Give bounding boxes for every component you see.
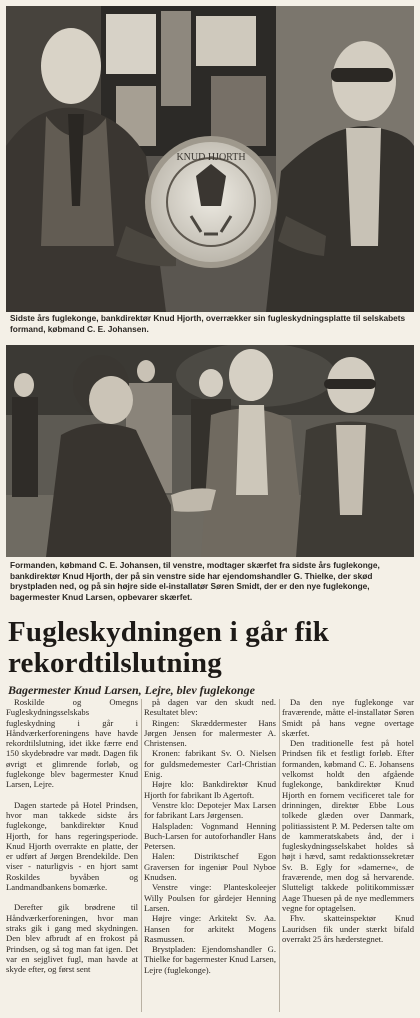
col2-paragraph: på dagen var den skudt ned. Resultatet blev: — [144, 697, 276, 718]
col2-paragraph: Højre vinge: Arkitekt Sv. Aa. Hansen for arkitekt Mogens Rasmussen. — [144, 913, 276, 944]
col2-paragraph: Halspladen: Vognmand Henning Buch-Larsen for autoforhandler Hans Petersen. — [144, 820, 276, 852]
photo-plate-handover-image — [6, 6, 414, 312]
col2-paragraph: Kronen: fabrikant Sv. O. Nielsen for guldsmedemester Carl-Christian Enig. — [144, 748, 276, 780]
article-subhead: Bagermester Knud Larsen, Lejre, blev fuglekonge — [8, 683, 255, 697]
col3-paragraph: Da den nye fuglekonge var fraværende, måtte el-installatør Søren Smidt på hans vegne overtage skærfet. — [282, 697, 414, 738]
article-headline: Fugleskydningen i går fik rekordtilslutning — [8, 616, 330, 679]
photo-sash-handover — [6, 345, 414, 557]
col1-paragraph: Dagen startede på Hotel Prindsen, hvor man takkede sidste års fuglekonge, bankdirektør Knud Hjorth, for hans regeringsperiode. Knud Hjorth overrakte en platte, der er udført af Jørgen Brendekilde. Den viser - naturligvis - en hjort samt Roskildes byvåben og Landmandbankens bomærke. — [6, 799, 138, 893]
col1-paragraph: Roskilde og Omegns Fugleskydningsselskabs fugleskydning i går i Håndværkerforeningens have havde rekordtilslutning, idet ikke færre end 150 skydebrødre var mødt. Dagen fik øvrigt et glimrende forløb, og fuglekonge blev bagermester Knud Larsen, Lejre. — [6, 697, 138, 790]
col2-paragraph: Ringen: Skræddermester Hans Jørgen Jensen for malermester A. Christensen. — [144, 717, 276, 749]
col2-paragraph: Venstre vinge: Planteskoleejer Willy Poulsen for gårdejer Henning Larsen. — [144, 882, 276, 913]
photo-sash-handover-image — [6, 345, 414, 557]
col1-paragraph: Derefter gik brødrene til Håndværkerforeningen, hvor man straks gik i gang med skydningen. Den blev afbrudt af en frokost på Prindsen, og så tog man fat igen. Det var en sejglivet fugl, man havde at skyde efter, og først sent — [6, 902, 138, 975]
article-column-3 — [282, 697, 414, 944]
column-divider — [141, 699, 142, 1012]
photo-plate-handover — [6, 6, 414, 312]
col2-paragraph: Venstre klo: Depotejer Max Larsen for fabrikant Lars Jørgensen. — [144, 799, 276, 821]
column-divider — [279, 699, 280, 1012]
article-column-1 — [6, 697, 138, 974]
photo1-caption: Sidste års fuglekonge, bankdirektør Knud Hjorth, overrækker sin fugleskydningsplatte til selskabets formand, købmand C. E. Johansen. — [10, 313, 406, 334]
col3-paragraph: Den traditionelle fest på hotel Prindsen fik et festligt forløb. Efter formanden, købmand C. E. Johansens velkomst holdt den afgående fuglekonge, bankdirektør Knud Hjorth en fornem vecificeret tale for drinningen, direktør Ebbe Lous tolkede glæden over Danmark, politiassistent P. M. Pedersen talte om de kammeratskabets ånd, der i fugleskydningsselskabet holdes så højt i hævd, samt redaktionssekretær Sv. B. Egly for »damerne«, de fraværende, men dog så hervarende. Slutteligt takkede politikommissær Aage Thuesen på de nye medlemmers vegne for optagelsen. — [282, 738, 414, 913]
col2-paragraph: Halen: Distriktschef Egon Graversen for ingeniør Poul Nyboe Knudsen. — [144, 851, 276, 883]
photo2-caption: Formanden, købmand C. E. Johansen, til venstre, modtager skærfet fra sidste års fuglekonge, bankdirektør Knud Hjorth, der på sin venstre side har ejendomshandler G. Thielke, der skød brystpladen ned, og på sin højre side el-installatør Søren Smidt, der er den nye fuglekonge, bagermester Knud Larsen, opbevarer skærfet. — [10, 560, 380, 602]
plate-inscription: KNUD HJORTH — [176, 152, 246, 163]
article-column-2 — [144, 697, 276, 975]
col2-paragraph: Brystpladen: Ejendomshandler G. Thielke for bagermester Knud Larsen, Lejre (fuglekonge). — [144, 944, 276, 975]
col3-paragraph: Fhv. skatteinspektør Knud Lauridsen fik under stærkt bifald overrakt 25 års hæderstegnet. — [282, 913, 414, 944]
col2-paragraph: Højre klo: Bankdirektør Knud Hjorth for fabrikant Ib Agertoft. — [144, 779, 276, 800]
